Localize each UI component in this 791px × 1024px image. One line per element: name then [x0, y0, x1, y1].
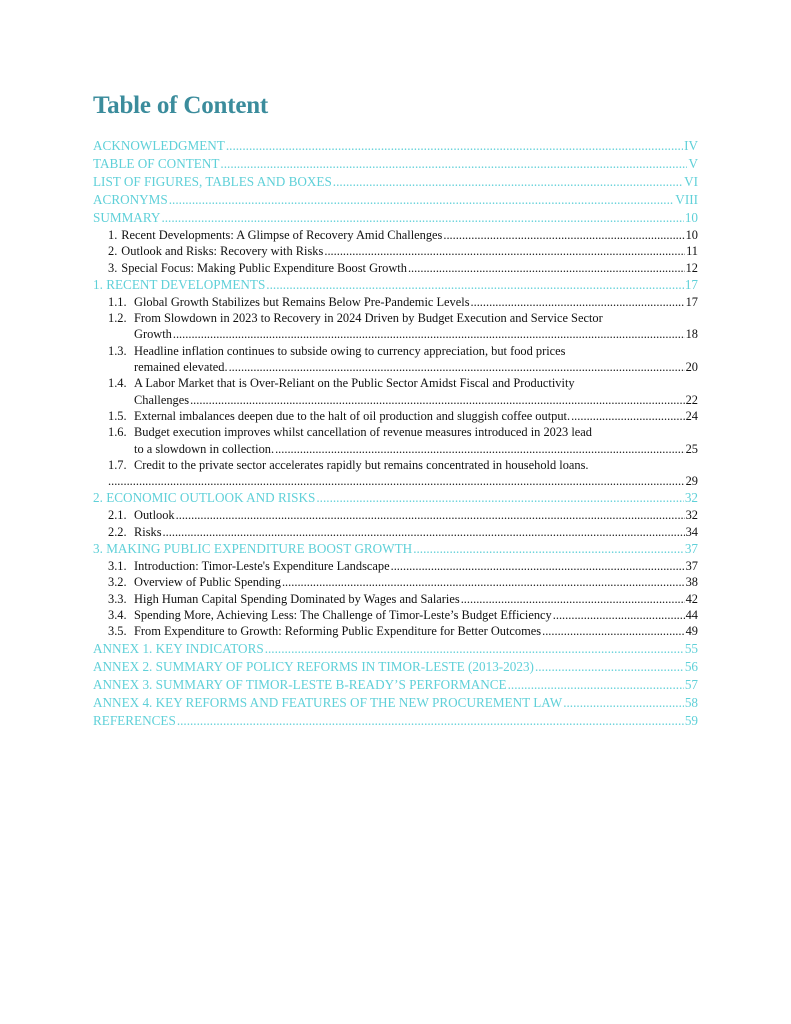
toc-page-number: 57	[684, 676, 698, 692]
toc-subentry-1-1[interactable]	[93, 294, 698, 310]
page-title: Table of Content	[93, 92, 269, 119]
toc-number: 3.5.	[108, 624, 127, 639]
toc-number: 1.6.	[108, 425, 127, 440]
toc-subentry-2-2[interactable]	[93, 524, 698, 540]
toc-label: Credit to the private sector accelerates rapidly but remains concentrated in household loans.	[134, 457, 589, 472]
toc-page-number: 37	[685, 559, 698, 574]
toc-subentry-summary-1[interactable]	[93, 227, 698, 243]
toc-page-number: 58	[684, 694, 698, 710]
toc-page-number: 49	[685, 624, 698, 639]
toc-number: 2.1.	[108, 508, 127, 523]
toc-label: ANNEX 1. KEY INDICATORS	[93, 640, 264, 656]
toc-entry-annex-3[interactable]	[93, 676, 698, 694]
toc-number: 3.	[108, 260, 118, 275]
toc-label: 2. ECONOMIC OUTLOOK AND RISKS	[93, 490, 316, 506]
toc-entry-summary[interactable]	[93, 209, 698, 227]
dot-leader	[563, 694, 684, 712]
toc-page-number: 32	[684, 490, 698, 506]
toc-page-number: 42	[685, 591, 698, 606]
toc-page-number: 20	[685, 360, 698, 375]
toc-label-continued: Challenges	[134, 392, 190, 407]
toc-entry-acknowledgment[interactable]	[93, 137, 698, 155]
toc-number: 1.1.	[108, 294, 127, 309]
toc-page-number: 12	[685, 260, 698, 275]
toc-page-number: 24	[685, 408, 698, 423]
toc-subentry-2-1[interactable]	[93, 507, 698, 523]
toc-number: 3.2.	[108, 575, 127, 590]
table-of-contents	[93, 137, 698, 730]
dot-leader	[176, 507, 685, 523]
toc-page-number: 11	[686, 244, 698, 259]
toc-page-number: 17	[685, 294, 698, 309]
dot-leader	[324, 243, 685, 259]
toc-page-number: 18	[685, 327, 698, 342]
toc-label-continued: Growth	[134, 327, 172, 342]
toc-page-number: 22	[685, 392, 698, 407]
toc-page-number: 38	[685, 575, 698, 590]
toc-label: Special Focus: Making Public Expenditure Boost Growth	[121, 260, 407, 275]
toc-label: Outlook	[134, 508, 175, 523]
dot-leader	[391, 558, 685, 574]
toc-label: ACKNOWLEDGMENT	[93, 138, 225, 153]
toc-label: ANNEX 2. SUMMARY OF POLICY REFORMS IN TIMOR-LESTE (2013-2023)	[93, 658, 534, 674]
dot-leader	[190, 392, 685, 408]
dot-leader	[108, 473, 685, 489]
toc-subentry-3-1[interactable]	[93, 558, 698, 574]
toc-label-continued: remained elevated.	[134, 360, 228, 375]
dot-leader	[161, 209, 683, 227]
toc-label: Global Growth Stabilizes but Remains Below Pre-Pandemic Levels	[134, 294, 470, 309]
toc-label: Risks	[134, 524, 162, 539]
toc-entry-making-public-expenditure[interactable]	[93, 540, 698, 558]
dot-leader	[508, 676, 684, 694]
dot-leader	[461, 591, 685, 607]
toc-number: 3.3.	[108, 591, 127, 606]
toc-entry-references[interactable]	[93, 712, 698, 730]
toc-subentry-1-7[interactable]	[93, 457, 698, 490]
dot-leader	[220, 155, 687, 173]
dot-leader	[275, 441, 685, 457]
toc-subentry-summary-3[interactable]	[93, 260, 698, 276]
toc-page-number: 55	[684, 640, 698, 656]
toc-label: 1. RECENT DEVELOPMENTS	[93, 276, 266, 292]
toc-entry-table-of-content[interactable]	[93, 155, 698, 173]
toc-number: 1.	[108, 228, 118, 242]
toc-page-number: 44	[685, 607, 698, 622]
dot-leader	[553, 607, 685, 623]
toc-entry-annex-4[interactable]	[93, 694, 698, 712]
dot-leader	[177, 712, 684, 730]
toc-label: SUMMARY	[93, 210, 161, 225]
toc-label: Budget execution improves whilst cancellation of revenue measures introduced in 2023 lead	[134, 425, 592, 440]
toc-page-number: IV	[684, 138, 698, 153]
toc-label: Spending More, Achieving Less: The Challenge of Timor-Leste’s Budget Efficiency	[134, 607, 552, 622]
toc-subentry-1-4[interactable]	[93, 375, 698, 408]
dot-leader	[535, 658, 684, 676]
toc-subentry-1-5[interactable]	[93, 408, 698, 424]
toc-subentry-3-5[interactable]	[93, 623, 698, 639]
toc-label: REFERENCES	[93, 712, 176, 728]
toc-page-number: 56	[684, 658, 698, 674]
toc-label: ACRONYMS	[93, 192, 168, 207]
toc-page-number: V	[688, 156, 698, 171]
toc-subentry-1-6[interactable]	[93, 424, 698, 457]
dot-leader	[571, 408, 685, 424]
toc-page-number: 25	[685, 441, 698, 456]
toc-label: From Expenditure to Growth: Reforming Public Expenditure for Better Outcomes	[134, 624, 542, 639]
toc-label: A Labor Market that is Over-Reliant on the Public Sector Amidst Fiscal and Productivity	[134, 376, 575, 391]
toc-number: 3.1.	[108, 559, 127, 574]
dot-leader	[443, 227, 684, 243]
toc-page-number: 29	[685, 474, 698, 489]
toc-number: 2.2.	[108, 524, 127, 539]
toc-label: LIST OF FIGURES, TABLES AND BOXES	[93, 174, 332, 189]
toc-page-number: VIII	[675, 192, 698, 207]
dot-leader	[316, 489, 683, 507]
toc-label: From Slowdown in 2023 to Recovery in 2024 Driven by Budget Execution and Service Sector	[134, 311, 603, 326]
toc-subentry-3-4[interactable]	[93, 607, 698, 623]
toc-label: 3. MAKING PUBLIC EXPENDITURE BOOST GROWTH	[93, 541, 413, 557]
toc-number: 1.4.	[108, 376, 127, 391]
toc-page-number: 59	[684, 712, 698, 728]
toc-subentry-3-3[interactable]	[93, 591, 698, 607]
dot-leader	[163, 524, 685, 540]
toc-subentry-3-2[interactable]	[93, 574, 698, 590]
dot-leader	[226, 137, 683, 155]
toc-label: Recent Developments: A Glimpse of Recovery Amid Challenges	[121, 228, 443, 242]
toc-entry-economic-outlook[interactable]	[93, 489, 698, 507]
toc-page-number: 32	[685, 508, 698, 523]
dot-leader	[266, 276, 684, 294]
toc-label: Outlook and Risks: Recovery with Risks	[121, 244, 324, 259]
toc-number: 1.2.	[108, 311, 127, 326]
dot-leader	[408, 260, 685, 276]
toc-entry-recent-developments[interactable]	[93, 276, 698, 294]
toc-entry-annex-2[interactable]	[93, 658, 698, 676]
toc-number: 1.5.	[108, 408, 127, 423]
toc-label: ANNEX 3. SUMMARY OF TIMOR-LESTE B-READY’S PERFORMANCE	[93, 676, 507, 692]
toc-label: High Human Capital Spending Dominated by Wages and Salaries	[134, 591, 460, 606]
dot-leader	[542, 623, 685, 639]
dot-leader	[173, 326, 685, 342]
toc-label: External imbalances deepen due to the halt of oil production and sluggish coffee output.	[134, 408, 571, 423]
toc-page-number: 10	[684, 210, 698, 225]
toc-page-number: 34	[685, 524, 698, 539]
toc-page-number: VI	[684, 174, 698, 189]
dot-leader	[169, 191, 675, 209]
dot-leader	[265, 640, 684, 658]
toc-entry-annex-1[interactable]	[93, 640, 698, 658]
dot-leader	[229, 359, 685, 375]
toc-label: Introduction: Timor-Leste's Expenditure Landscape	[134, 559, 390, 574]
dot-leader	[471, 294, 685, 310]
toc-subentry-summary-2[interactable]	[93, 243, 698, 259]
toc-subentry-1-2[interactable]	[93, 310, 698, 343]
toc-label: ANNEX 4. KEY REFORMS AND FEATURES OF THE NEW PROCUREMENT LAW	[93, 694, 563, 710]
dot-leader	[282, 574, 685, 590]
toc-page-number: 17	[684, 276, 698, 292]
toc-entry-list-of-figures[interactable]	[93, 173, 698, 191]
toc-label: Overview of Public Spending	[134, 575, 281, 590]
toc-page-number: 37	[684, 541, 698, 557]
toc-page-number: 10	[685, 228, 698, 242]
toc-number: 2.	[108, 244, 118, 259]
toc-subentry-1-3[interactable]	[93, 343, 698, 376]
toc-number: 1.7.	[108, 457, 127, 472]
toc-label-continued: to a slowdown in collection.	[134, 441, 275, 456]
dot-leader	[333, 173, 683, 191]
toc-label: Headline inflation continues to subside owing to currency appreciation, but food prices	[134, 343, 566, 358]
dot-leader	[413, 540, 684, 558]
toc-entry-acronyms[interactable]	[93, 191, 698, 209]
toc-label: TABLE OF CONTENT	[93, 156, 220, 171]
toc-number: 3.4.	[108, 607, 127, 622]
toc-number: 1.3.	[108, 343, 127, 358]
